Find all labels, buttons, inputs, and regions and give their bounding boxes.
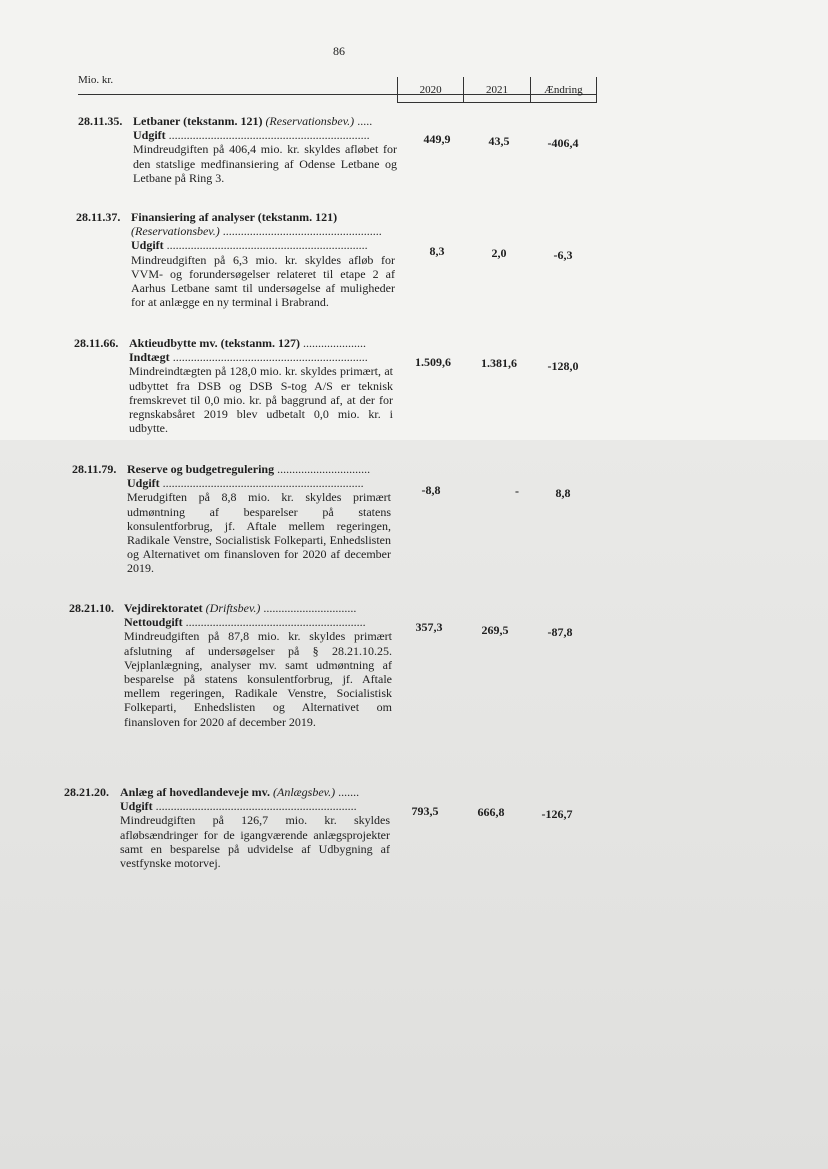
- entry-description: Mindreudgiften på 87,8 mio. kr. skyldes primært afslutning af undersøgelser på § 28.21.10.25. Vejplanlægning, analyser mv. samt udmøntning af besparelse på statens konsulentforbrug, jf. Aftale mellem regeringen, Radikale Venstre, Socialistisk Folkeparti, Enhedslisten og Alternativet om finansloven for 2020 af december 2019.: [124, 629, 392, 729]
- column-header-2021: 2021: [463, 77, 529, 102]
- column-header-2020: 2020: [397, 77, 463, 102]
- entry-code: 28.11.79.: [72, 462, 117, 476]
- entry-category: Udgift ...................................................................: [133, 128, 370, 143]
- entry-body: [131, 210, 395, 309]
- entry-description: Merudgiften på 8,8 mio. kr. skyldes primært udmøntning af besparelser på statens konsulentforbrug, jf. Aftale mellem regeringen, Radikale Venstre, Socialistisk Folkeparti, Enhedslisten og Alternativet om finansloven for 2020 af december 2019.: [127, 490, 391, 576]
- entry-body: [133, 114, 397, 185]
- entry-description: Mindreindtægten på 128,0 mio. kr. skyldes primært, at udbyttet fra DSB og DSB S-tog A/S er teknisk fremskrevet til 0,0 mio. kr. på baggrund af, at der for regnskabsåret 2019 blev udbetalt 0,0 mio. kr. i udbytte.: [129, 364, 393, 436]
- entry-category: Udgift ...................................................................: [120, 799, 357, 814]
- value-2021: 269,5: [481, 623, 509, 637]
- entry-description: Mindreudgiften på 6,3 mio. kr. skyldes afløb for VVM- og forundersøgelser relateret til etape 2 af Aarhus Letbane samt til undersøgelse af muligheder for at anlægge en ny terminal i Brabrand.: [131, 252, 395, 310]
- entry-body: [120, 785, 390, 870]
- value-change: -128,0: [547, 359, 579, 373]
- column-headers: [397, 77, 597, 103]
- entry-title: Reserve og budgetregulering ...............................: [127, 462, 371, 476]
- entry-category: Indtægt .................................................................: [129, 350, 368, 365]
- value-2021: 43,5: [488, 134, 510, 148]
- entry-title: Vejdirektoratet (Driftsbev.) ...............................: [124, 601, 357, 615]
- entry-category: Udgift ...................................................................: [127, 476, 364, 491]
- unit-label: Mio. kr.: [78, 74, 114, 86]
- value-2020: -8,8: [421, 483, 441, 497]
- entry-category: Nettoudgift ............................................................: [124, 615, 366, 630]
- entry-code: 28.21.10.: [69, 601, 114, 615]
- entry-category: Udgift ...................................................................: [131, 238, 368, 253]
- column-header-change: Ændring: [530, 77, 597, 102]
- entry-title: Anlæg af hovedlandeveje mv. (Anlægsbev.) .......: [120, 785, 360, 799]
- entry-description: Mindreudgiften på 406,4 mio. kr. skyldes afløbet for den statslige medfinansiering af Odense Letbane og Letbane på Ring 3.: [133, 142, 397, 185]
- entry-code: 28.11.37.: [76, 210, 121, 224]
- page-number: 86: [333, 44, 345, 58]
- entry-code: 28.11.35.: [78, 114, 123, 128]
- entry-code: 28.21.20.: [64, 785, 109, 799]
- value-2020: 449,9: [423, 132, 451, 146]
- entry-body: [129, 336, 393, 435]
- value-change: 8,8: [555, 486, 571, 500]
- entry-body: [124, 601, 392, 729]
- entry-title-italic: (Reservationsbev.) .....................................................: [131, 224, 382, 239]
- value-2021: 2,0: [491, 246, 507, 260]
- entry-title: Aktieudbytte mv. (tekstanm. 127) .....................: [129, 336, 366, 350]
- value-change: -406,4: [547, 136, 579, 150]
- value-2020: 1.509,6: [415, 355, 451, 369]
- entry-code: 28.11.66.: [74, 336, 119, 350]
- entry-description: Mindreudgiften på 126,7 mio. kr. skyldes afløbsændringer for de igangværende anlægsprojekter samt en besparelse på udvidelse af Udbygning af vestfynske motorvej.: [120, 813, 390, 871]
- entry-body: [127, 462, 391, 576]
- value-2020: 8,3: [429, 244, 445, 258]
- value-2020: 793,5: [411, 804, 439, 818]
- value-2021: 666,8: [477, 805, 505, 819]
- value-change: -87,8: [547, 625, 573, 639]
- entry-title: Letbaner (tekstanm. 121) (Reservationsbev.) .....: [133, 114, 373, 128]
- value-2021: 1.381,6: [481, 356, 517, 370]
- value-change: -6,3: [553, 248, 573, 262]
- value-2020: 357,3: [415, 620, 443, 634]
- value-change: -126,7: [541, 807, 573, 821]
- entry-title: Finansiering af analyser (tekstanm. 121): [131, 210, 338, 224]
- value-2021: -: [515, 484, 519, 498]
